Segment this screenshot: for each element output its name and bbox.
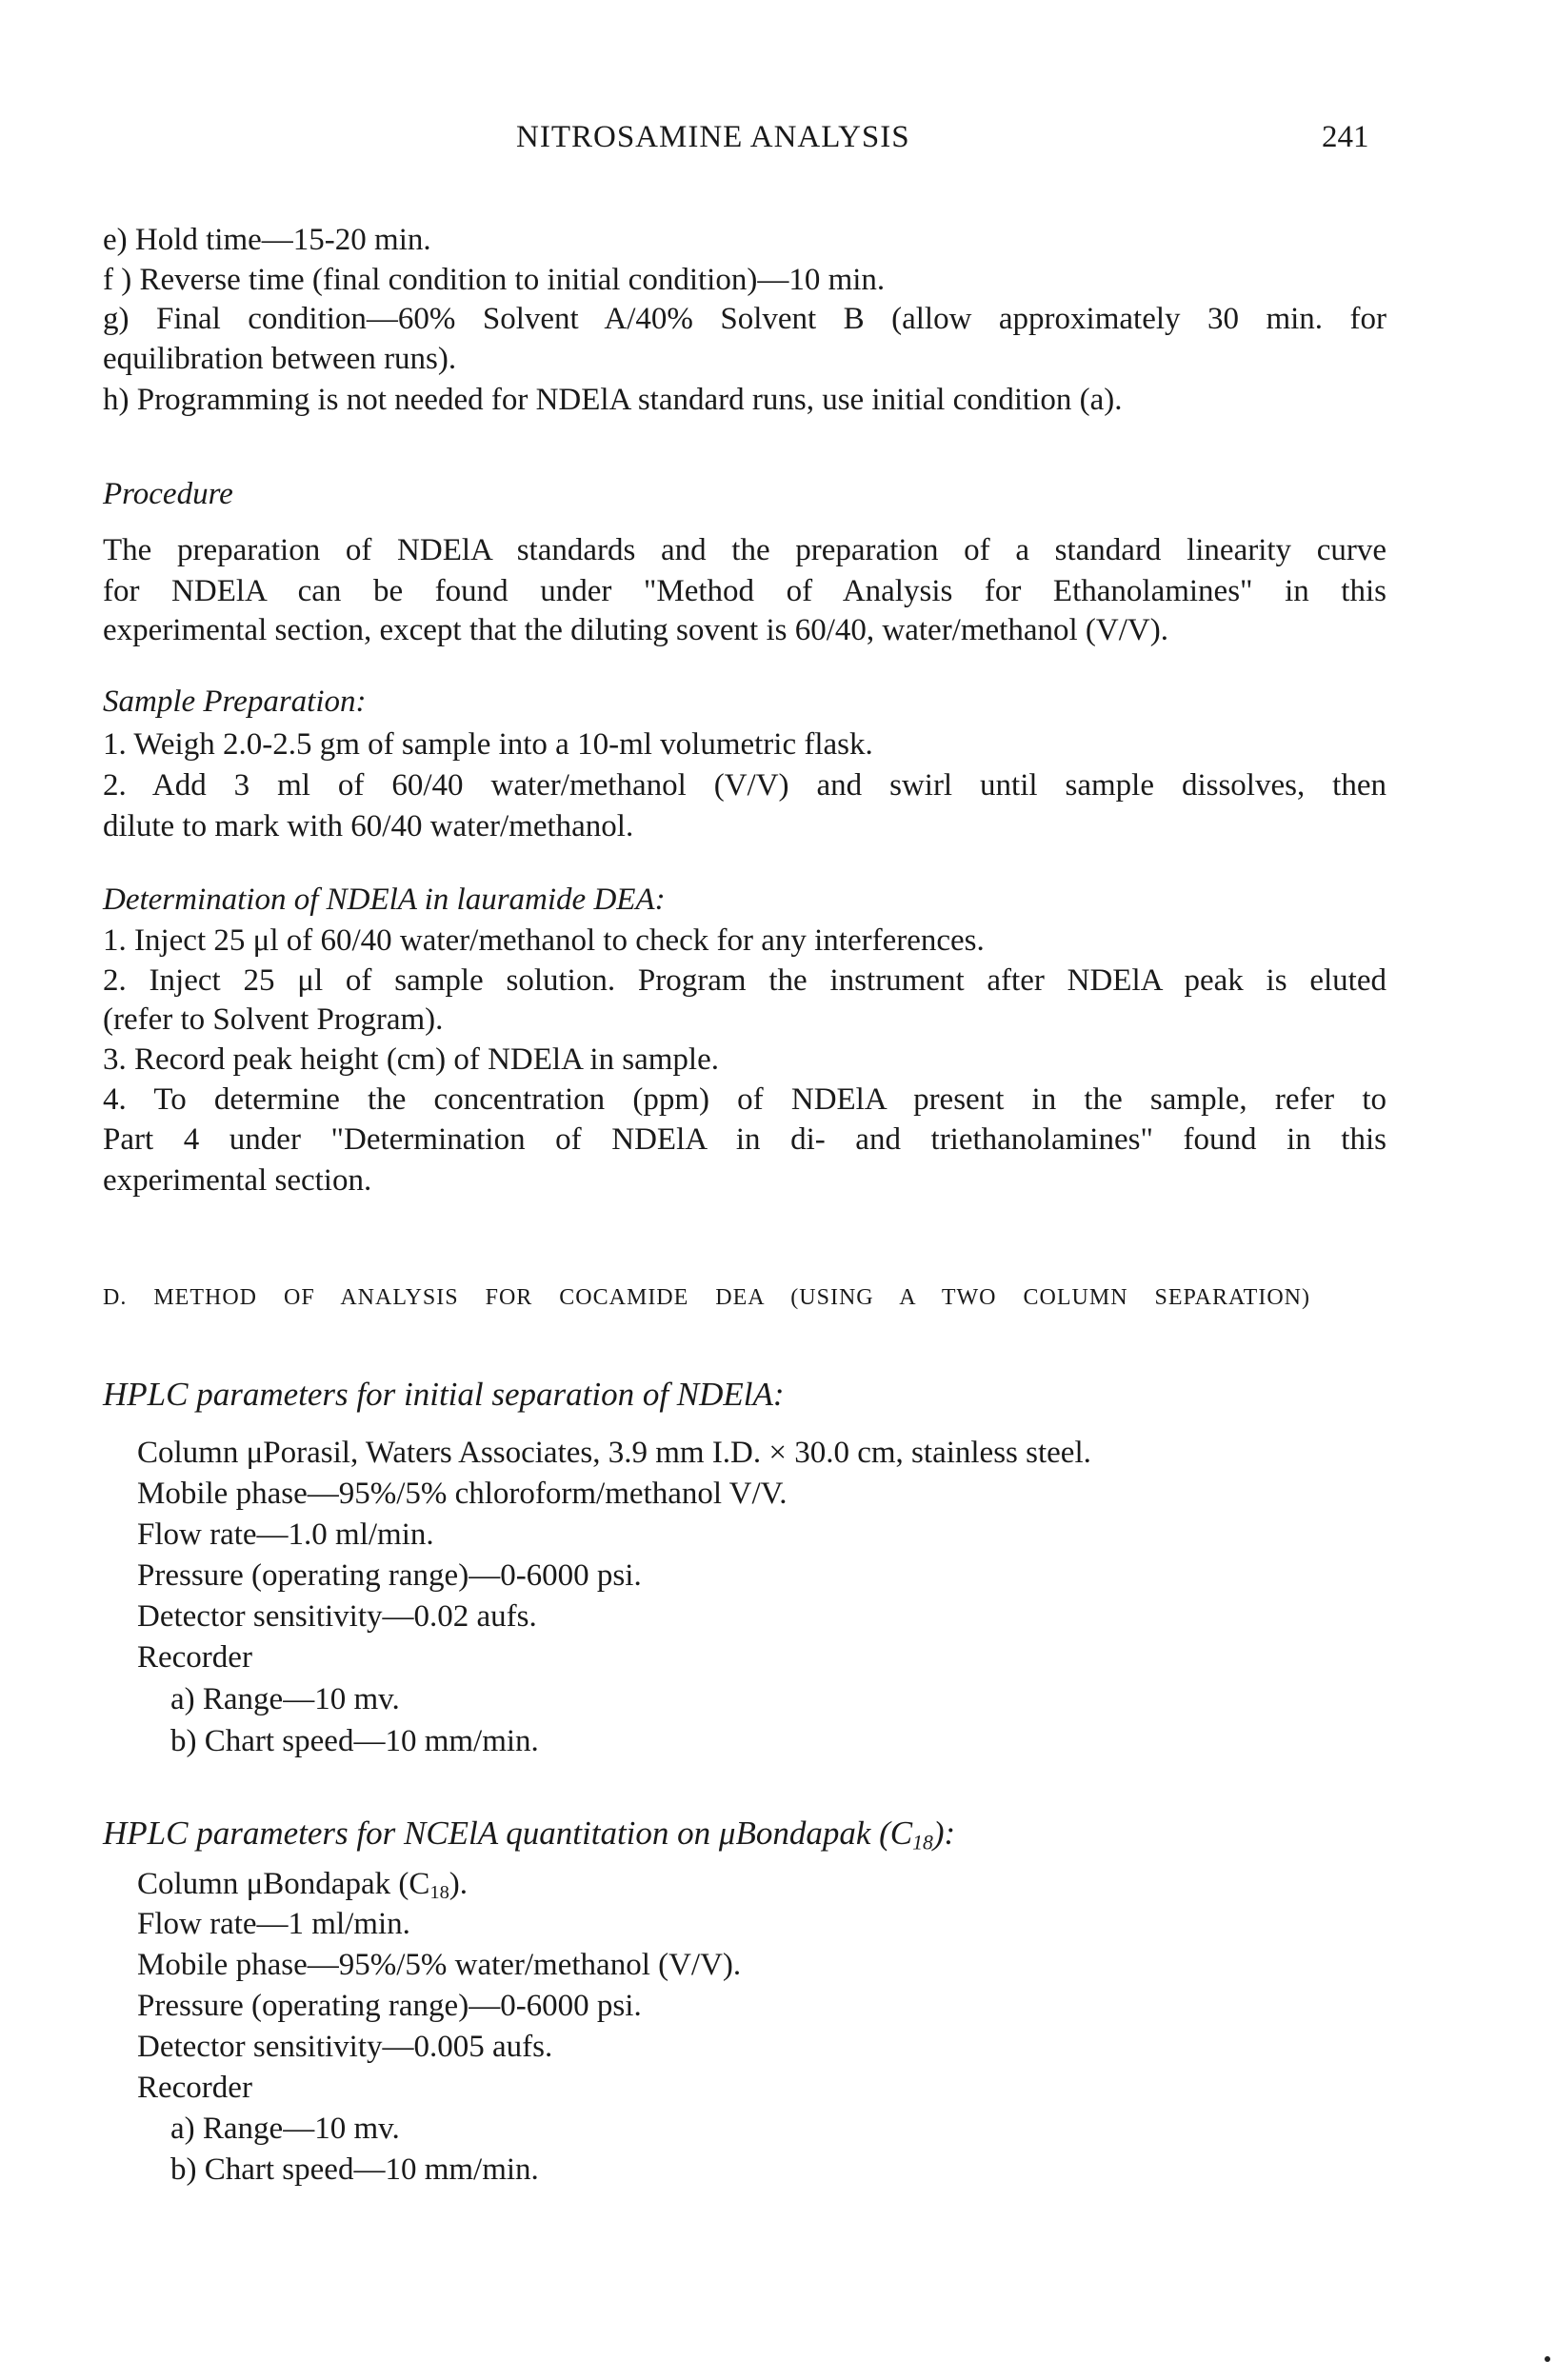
running-header: NITROSAMINE ANALYSIS [516,120,910,154]
solvent-step-e: e) Hold time—15-20 min. [103,223,431,257]
sample-prep-step: 1. Weigh 2.0-2.5 gm of sample into a 10-ml volumetric flask. [103,727,873,762]
section-d-heading: D. METHOD OF ANALYSIS FOR COCAMIDE DEA (USING A TWO COLUMN SEPARATION) [103,1285,1310,1310]
solvent-step-g: g) Final condition—60% Solvent A/40% Solvent B (allow approximately 30 min. for [103,302,1386,336]
hplc-quant-param: Recorder [137,2071,252,2105]
determination-heading: Determination of NDElA in lauramide DEA: [103,883,666,917]
hplc-initial-param: Column μPorasil, Waters Associates, 3.9 mm I.D. × 30.0 cm, stainless steel. [137,1436,1091,1470]
heading-text: HPLC parameters for NCElA quantitation on μBondapak (C [103,1815,913,1852]
solvent-step-h: h) Programming is not needed for NDElA standard runs, use initial condition (a). [103,383,1123,417]
sample-prep-heading: Sample Preparation: [103,684,367,719]
page-number: 241 [1322,120,1369,154]
heading-text: ): [932,1815,956,1852]
hplc-initial-param: Flow rate—1.0 ml/min. [137,1517,434,1552]
subscript: 18 [429,1882,449,1904]
procedure-line: The preparation of NDElA standards and the preparation of a standard linearity curve [103,533,1386,567]
column-text: ). [449,1867,469,1901]
hplc-quant-recorder: b) Chart speed—10 mm/min. [170,2152,539,2187]
determination-step: 3. Record peak height (cm) of NDElA in sample. [103,1042,719,1077]
scan-speck [1545,2356,1550,2362]
hplc-initial-param: Mobile phase—95%/5% chloroform/methanol V/V. [137,1477,788,1511]
procedure-heading: Procedure [103,477,233,511]
solvent-step-f: f ) Reverse time (final condition to initial condition)—10 min. [103,263,886,297]
sample-prep-step: 2. Add 3 ml of 60/40 water/methanol (V/V) and swirl until sample dissolves, then [103,768,1386,803]
determination-step: 1. Inject 25 μl of 60/40 water/methanol to check for any interferences. [103,923,985,958]
hplc-quant-heading [103,1814,955,1862]
determination-step: 4. To determine the concentration (ppm) of NDElA present in the sample, refer to [103,1082,1386,1117]
subscript: 18 [912,1831,933,1854]
sample-prep-step: dilute to mark with 60/40 water/methanol. [103,809,634,843]
hplc-initial-param: Pressure (operating range)—0-6000 psi. [137,1558,642,1593]
solvent-step-g-cont: equilibration between runs). [103,342,457,376]
hplc-quant-param: Flow rate—1 ml/min. [137,1907,410,1941]
determination-step: 2. Inject 25 μl of sample solution. Program the instrument after NDElA peak is eluted [103,963,1386,998]
hplc-initial-heading: HPLC parameters for initial separation of NDElA: [103,1376,785,1413]
hplc-quant-param: Detector sensitivity—0.005 aufs. [137,2030,553,2064]
hplc-initial-recorder: a) Range—10 mv. [170,1682,400,1716]
hplc-quant-param: Pressure (operating range)—0-6000 psi. [137,1989,642,2023]
column-text: Column μBondapak (C [137,1867,430,1901]
determination-step: experimental section. [103,1163,372,1198]
determination-step: Part 4 under "Determination of NDElA in di- and triethanolamines" found in this [103,1122,1386,1157]
determination-step: (refer to Solvent Program). [103,1002,444,1037]
hplc-initial-param: Recorder [137,1640,252,1675]
procedure-line: experimental section, except that the diluting sovent is 60/40, water/methanol (V/V). [103,613,1168,647]
hplc-quant-recorder: a) Range—10 mv. [170,2112,400,2146]
hplc-initial-param: Detector sensitivity—0.02 aufs. [137,1599,537,1634]
hplc-initial-recorder: b) Chart speed—10 mm/min. [170,1724,539,1758]
procedure-line: for NDElA can be found under "Method of Analysis for Ethanolamines" in this [103,574,1386,608]
hplc-quant-param: Mobile phase—95%/5% water/methanol (V/V). [137,1948,742,1982]
